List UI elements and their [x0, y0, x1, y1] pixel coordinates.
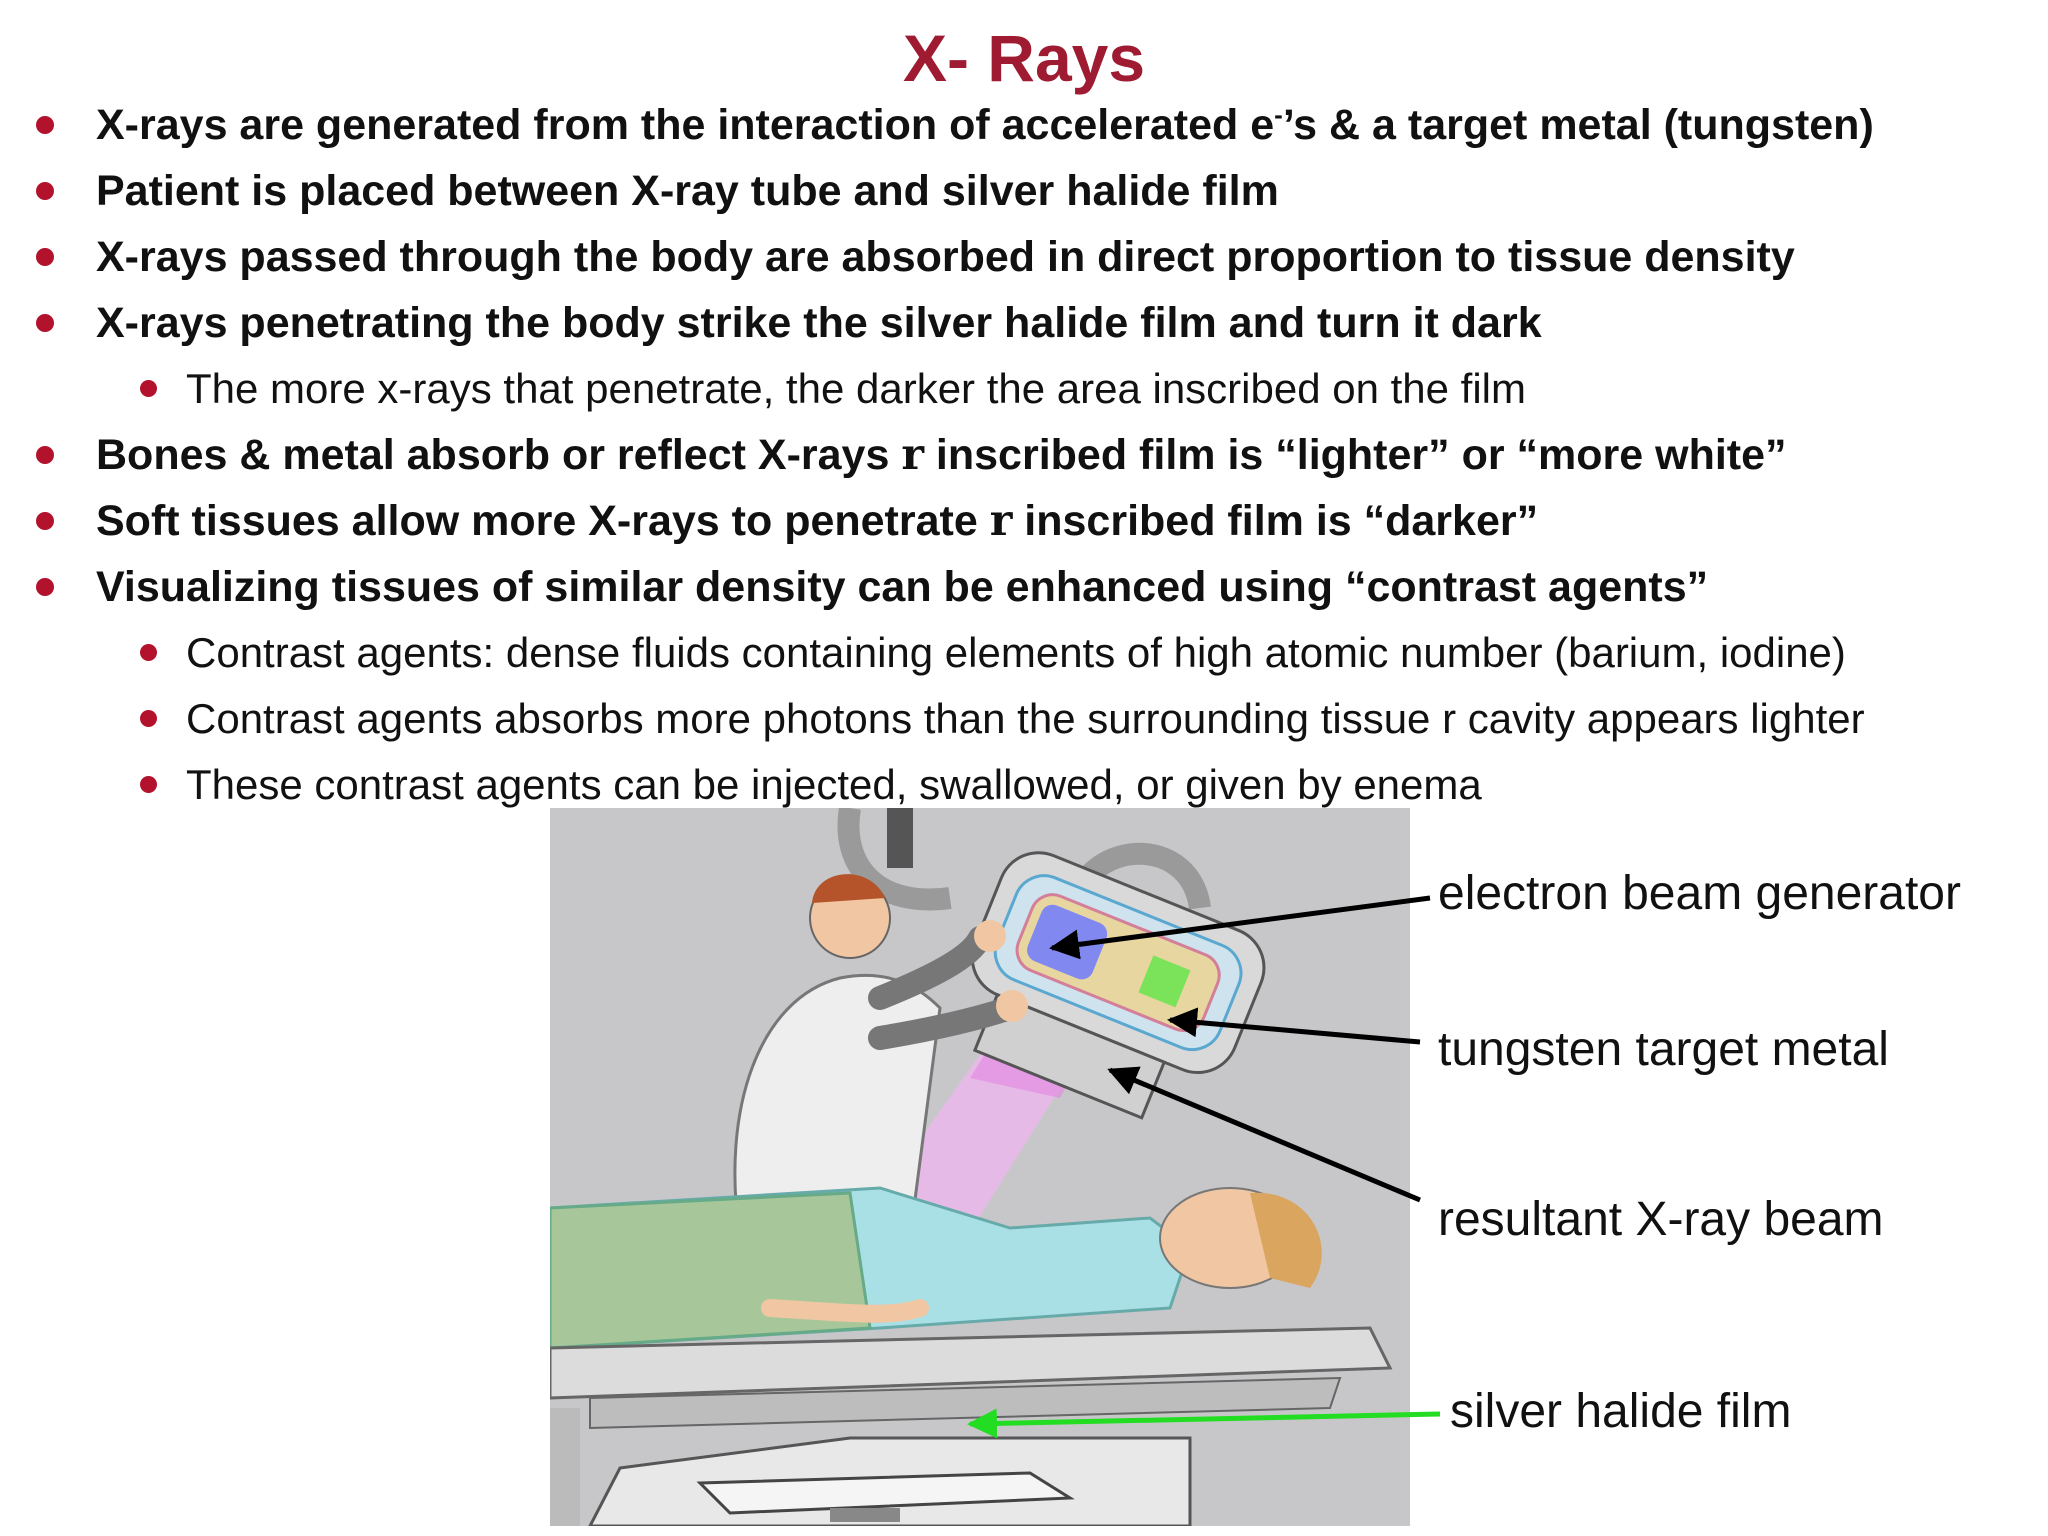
bullet-dot — [36, 512, 54, 530]
label-silver-halide-film: silver halide film — [1450, 1385, 1792, 1438]
implies-symbol: r — [989, 496, 1013, 546]
implies-symbol: r — [901, 430, 924, 480]
bullet-item: X-rays passed through the body are absorbed in direct proportion to tissue density — [96, 224, 1795, 290]
label-resultant-xray-beam: resultant X-ray beam — [1438, 1193, 1884, 1246]
bullet-dot — [140, 380, 157, 397]
sub-bullet-item: The more x-rays that penetrate, the darker the area inscribed on the film — [186, 356, 1526, 422]
sub-bullet-item: Contrast agents absorbs more photons than the surrounding tissue r cavity appears lighter — [186, 686, 1865, 752]
bullet-dot — [36, 248, 54, 266]
bullet-item: Visualizing tissues of similar density can be enhanced using “contrast agents” — [96, 554, 1708, 620]
bullet-item: Soft tissues allow more X-rays to penetrate r inscribed film is “darker” — [96, 488, 1538, 554]
label-electron-beam-generator: electron beam generator — [1438, 867, 1961, 920]
bullet-dot — [36, 446, 54, 464]
sub-bullet-item: Contrast agents: dense fluids containing elements of high atomic number (barium, iodine) — [186, 620, 1846, 686]
bullet-dot — [36, 578, 54, 596]
bullet-dot — [36, 182, 54, 200]
bullet-item: Patient is placed between X-ray tube and silver halide film — [96, 158, 1279, 224]
sub-bullet-item: These contrast agents can be injected, swallowed, or given by enema — [186, 752, 1482, 818]
bullet-item: X-rays are generated from the interaction of accelerated e-’s & a target metal (tungsten) — [96, 92, 1874, 158]
slide-title: X- Rays — [902, 21, 1146, 95]
bullet-dot — [36, 314, 54, 332]
bullet-dot — [140, 644, 157, 661]
bullet-item: Bones & metal absorb or reflect X-rays r inscribed film is “lighter” or “more white” — [96, 422, 1787, 488]
bullet-dot — [140, 710, 157, 727]
bullet-item: X-rays penetrating the body strike the silver halide film and turn it dark — [96, 290, 1542, 356]
bullet-dot — [140, 776, 157, 793]
label-tungsten-target-metal: tungsten target metal — [1438, 1023, 1889, 1076]
bullet-dot — [36, 116, 54, 134]
xray-illustration — [550, 808, 1410, 1526]
